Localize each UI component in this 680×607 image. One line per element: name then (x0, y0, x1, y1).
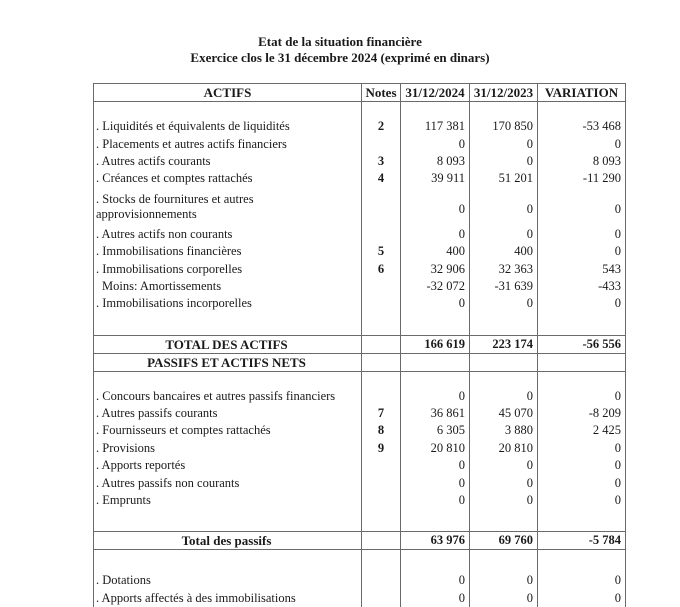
table-row (94, 492, 626, 509)
row-variation: -53 468 (538, 118, 626, 135)
row-2024: 39 911 (401, 170, 470, 187)
total-passifs-variation: -5 784 (538, 532, 626, 550)
row-2024: 32 906 (401, 260, 470, 277)
row-2024: 0 (401, 474, 470, 491)
row-notes: 7 (362, 405, 401, 422)
row-label: . Emprunts (94, 492, 362, 509)
row-variation: 0 (538, 226, 626, 243)
row-label: . Dotations (94, 572, 362, 589)
row-label: . Autres passifs non courants (94, 474, 362, 491)
row-2023: 45 070 (470, 405, 538, 422)
row-notes (362, 388, 401, 405)
spacer-row (94, 102, 626, 119)
row-notes (362, 188, 401, 226)
row-2024: 0 (401, 492, 470, 509)
row-label: . Immobilisations financières (94, 243, 362, 260)
row-2024: 36 861 (401, 405, 470, 422)
table-header-row (94, 84, 626, 102)
table-row (94, 153, 626, 170)
row-variation: 0 (538, 388, 626, 405)
row-notes (362, 135, 401, 152)
row-variation: 0 (538, 474, 626, 491)
row-2023: 0 (470, 492, 538, 509)
row-notes (362, 474, 401, 491)
row-notes (362, 226, 401, 243)
row-2023: 0 (470, 474, 538, 491)
row-label: . Créances et comptes rattachés (94, 170, 362, 187)
row-notes: 5 (362, 243, 401, 260)
table-row (94, 135, 626, 152)
table-row (94, 590, 626, 607)
row-2024: 0 (401, 457, 470, 474)
row-2024: 0 (401, 135, 470, 152)
row-2024: 117 381 (401, 118, 470, 135)
document-title: Etat de la situation financière (258, 34, 422, 49)
spacer-row (94, 313, 626, 336)
row-label: . Stocks de fournitures et autres approvisionnements (94, 188, 362, 226)
row-label: . Fournisseurs et comptes rattachés (94, 422, 362, 439)
header-actifs: ACTIFS (94, 84, 362, 102)
row-2024: 6 305 (401, 422, 470, 439)
header-2023: 31/12/2023 (470, 84, 538, 102)
table-row (94, 457, 626, 474)
total-actifs-row (94, 335, 626, 353)
row-label: . Autres actifs courants (94, 153, 362, 170)
header-notes: Notes (362, 84, 401, 102)
row-2023: 0 (470, 295, 538, 312)
header-variation: VARIATION (538, 84, 626, 102)
row-2023: 0 (470, 226, 538, 243)
row-variation: 0 (538, 135, 626, 152)
row-2024: 0 (401, 590, 470, 607)
total-actifs-variation: -56 556 (538, 335, 626, 353)
row-variation: 0 (538, 590, 626, 607)
table-row (94, 170, 626, 187)
row-notes (362, 295, 401, 312)
row-2024: 0 (401, 226, 470, 243)
row-notes: 3 (362, 153, 401, 170)
row-notes (362, 590, 401, 607)
row-variation: 2 425 (538, 422, 626, 439)
row-label: . Autres actifs non courants (94, 226, 362, 243)
total-passifs-2023: 69 760 (470, 532, 538, 550)
row-2023: 400 (470, 243, 538, 260)
row-notes: 6 (362, 260, 401, 277)
table-row (94, 118, 626, 135)
passifs-section-header (94, 353, 626, 371)
row-2024: 0 (401, 188, 470, 226)
table-row (94, 243, 626, 260)
row-2024: 0 (401, 295, 470, 312)
row-variation: 0 (538, 457, 626, 474)
row-variation: 8 093 (538, 153, 626, 170)
row-2023: 32 363 (470, 260, 538, 277)
row-variation: -433 (538, 278, 626, 295)
row-2023: 0 (470, 135, 538, 152)
row-label: . Apports reportés (94, 457, 362, 474)
row-2023: 3 880 (470, 422, 538, 439)
row-2024: 400 (401, 243, 470, 260)
row-2023: 0 (470, 188, 538, 226)
row-notes (362, 572, 401, 589)
row-variation: 0 (538, 188, 626, 226)
spacer-row (94, 550, 626, 573)
header-2024: 31/12/2024 (401, 84, 470, 102)
row-notes (362, 457, 401, 474)
row-label: Moins: Amortissements (94, 278, 362, 295)
total-passifs-label: Total des passifs (94, 532, 362, 550)
row-variation: -11 290 (538, 170, 626, 187)
total-actifs-2023: 223 174 (470, 335, 538, 353)
row-notes (362, 278, 401, 295)
row-notes: 8 (362, 422, 401, 439)
row-variation: 0 (538, 492, 626, 509)
table-row (94, 572, 626, 589)
row-2024: 0 (401, 388, 470, 405)
table-row (94, 388, 626, 405)
row-2024: 8 093 (401, 153, 470, 170)
row-2023: 0 (470, 590, 538, 607)
row-2023: 0 (470, 572, 538, 589)
total-passifs-2024: 63 976 (401, 532, 470, 550)
spacer-row (94, 371, 626, 388)
passifs-section-label: PASSIFS ET ACTIFS NETS (94, 353, 362, 371)
row-variation: 0 (538, 243, 626, 260)
row-2023: 0 (470, 153, 538, 170)
row-variation: 0 (538, 295, 626, 312)
row-label: . Provisions (94, 440, 362, 457)
row-label: . Apports affectés à des immobilisations (94, 590, 362, 607)
table-row (94, 295, 626, 312)
table-row (94, 474, 626, 491)
table-row (94, 405, 626, 422)
table-row (94, 188, 626, 226)
financial-position-table (93, 83, 626, 607)
row-2023: 170 850 (470, 118, 538, 135)
row-variation: 0 (538, 440, 626, 457)
row-2024: 20 810 (401, 440, 470, 457)
row-2024: 0 (401, 572, 470, 589)
total-actifs-2024: 166 619 (401, 335, 470, 353)
table-row (94, 278, 626, 295)
row-notes: 2 (362, 118, 401, 135)
row-variation: -8 209 (538, 405, 626, 422)
total-actifs-label: TOTAL DES ACTIFS (94, 335, 362, 353)
table-row (94, 260, 626, 277)
row-notes (362, 492, 401, 509)
row-label: . Concours bancaires et autres passifs financiers (94, 388, 362, 405)
row-2023: -31 639 (470, 278, 538, 295)
document-subtitle: Exercice clos le 31 décembre 2024 (exprimé en dinars) (190, 50, 490, 65)
row-variation: 0 (538, 572, 626, 589)
row-label: . Immobilisations corporelles (94, 260, 362, 277)
row-2023: 20 810 (470, 440, 538, 457)
row-label: . Autres passifs courants (94, 405, 362, 422)
row-notes: 9 (362, 440, 401, 457)
row-label: . Immobilisations incorporelles (94, 295, 362, 312)
row-2023: 0 (470, 388, 538, 405)
table-row (94, 422, 626, 439)
row-2024: -32 072 (401, 278, 470, 295)
table-row (94, 440, 626, 457)
table-row (94, 226, 626, 243)
spacer-row (94, 509, 626, 532)
row-label: . Liquidités et équivalents de liquidités (94, 118, 362, 135)
row-2023: 51 201 (470, 170, 538, 187)
total-passifs-row (94, 532, 626, 550)
row-label: . Placements et autres actifs financiers (94, 135, 362, 152)
row-2023: 0 (470, 457, 538, 474)
row-variation: 543 (538, 260, 626, 277)
row-notes: 4 (362, 170, 401, 187)
